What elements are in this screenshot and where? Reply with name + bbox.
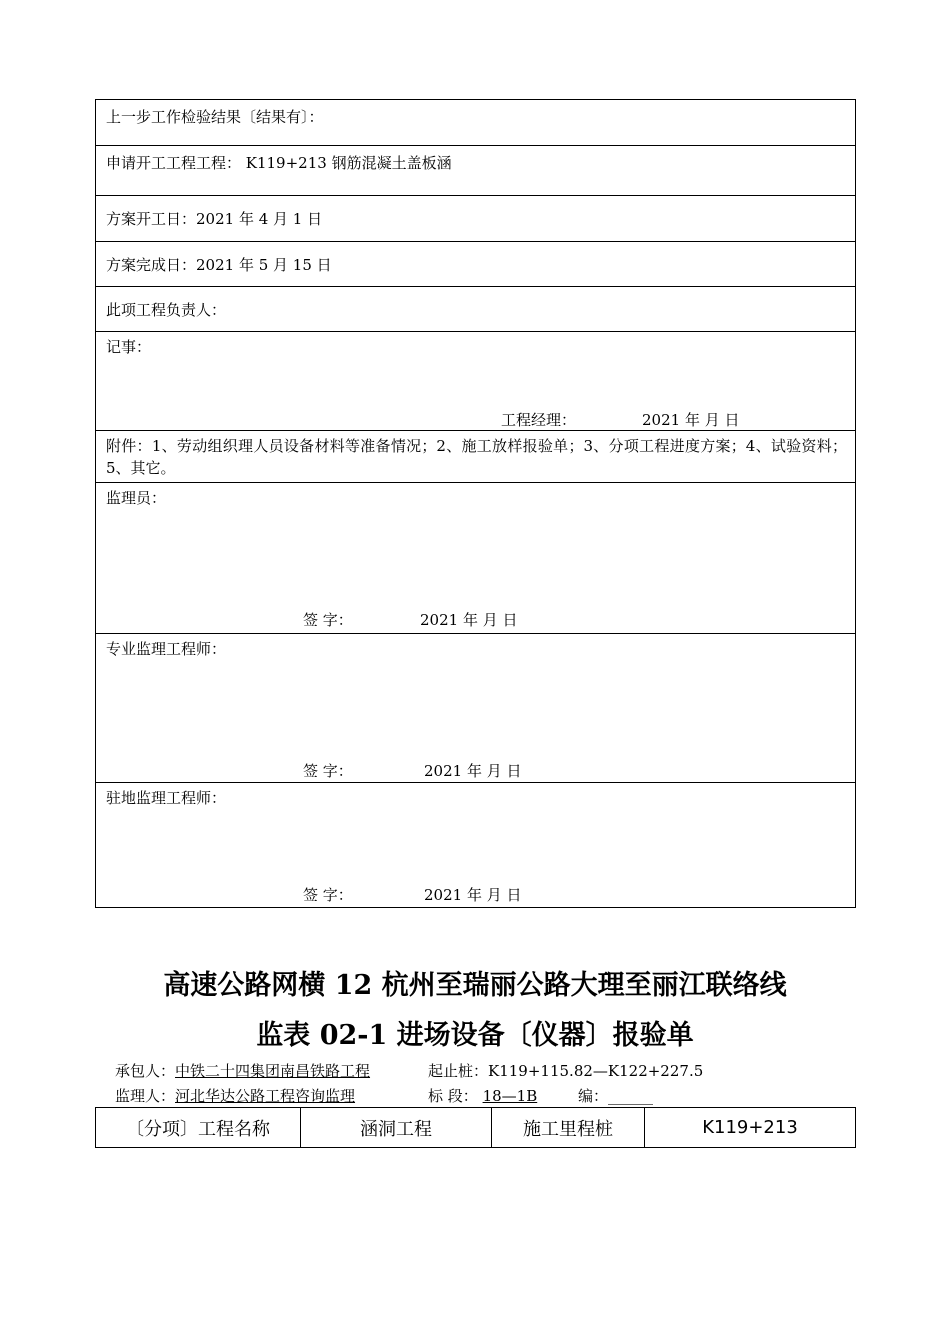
plan-start-label: 方案开工日：2021 年 4 月 1 日 [106,210,323,228]
inspection-form [95,99,856,908]
specialist-sign-date: 2021 年 月 日 [424,762,522,780]
plan-start-row [96,196,855,242]
supervisor-sign-label: 签 字： [303,611,353,629]
resident-sign-label: 签 字： [303,886,353,904]
specialist-row [96,634,855,783]
page-title: 高速公路网横 12 杭州至瑞丽公路大理至丽江联络线 [163,970,787,1001]
station-value: K119+213 [702,1117,798,1138]
specialist-sign-label: 签 字： [303,762,353,780]
station-range-label: 起止桩： [428,1062,489,1080]
prev-check-label: 上一步工作检验结果〔结果有〕： [106,108,324,126]
apply-project-label: 申请开工工程工程： K119+213 钢筋混凝土盖板涵 [106,154,452,172]
section-line [428,1085,537,1106]
responsible-row [96,287,855,332]
station-range-line [428,1060,703,1081]
prev-check-row [96,100,855,146]
number-label: 编： [578,1087,609,1105]
attachments-text: 附件：1、劳动组织理人员设备材料等准备情况；2、施工放样报验单；3、分项工程进度方案；4、试验资料；5、其它。 [106,437,847,477]
manager-date: 2021 年 月 日 [642,411,740,429]
plan-finish-row [96,242,855,287]
supervisor-line [115,1085,355,1106]
section-value: 18—1B [482,1087,538,1105]
equipment-info-table [95,1107,856,1148]
specialist-label: 专业监理工程师： [106,640,227,658]
supervisor-label: 监理员： [106,489,167,507]
supervisor-sign-date: 2021 年 月 日 [420,611,518,629]
station-range-value: K119+115.82—K122+227.5 [488,1062,704,1080]
supervisor-meta-label: 监理人： [115,1087,176,1105]
attachments-row [96,431,855,483]
contractor-line [115,1060,370,1081]
station-header: 施工里程桩 [492,1108,645,1147]
number-value: ______ [608,1087,654,1105]
supervisor-row [96,483,855,634]
form-title: 监表 02-1 进场设备〔仪器〕报验单 [256,1020,694,1051]
apply-project-row [96,146,855,196]
manager-sign-label: 工程经理： [501,411,577,429]
notes-label: 记事： [106,338,152,356]
project-name-header: 〔分项〕工程名称 [96,1108,301,1147]
responsible-label: 此项工程负责人： [106,301,227,319]
plan-finish-label: 方案完成日：2021 年 5 月 15 日 [106,256,332,274]
section-label: 标 段： [428,1087,478,1105]
resident-label: 驻地监理工程师： [106,789,227,807]
supervisor-meta-value: 河北华达公路工程咨询监理 [175,1087,356,1105]
number-line [578,1085,653,1106]
contractor-value: 中铁二十四集团南昌铁路工程 [175,1062,371,1080]
resident-row [96,783,855,907]
notes-row [96,332,855,431]
project-name-value: 涵洞工程 [301,1108,492,1147]
contractor-label: 承包人： [115,1062,176,1080]
resident-sign-date: 2021 年 月 日 [424,886,522,904]
